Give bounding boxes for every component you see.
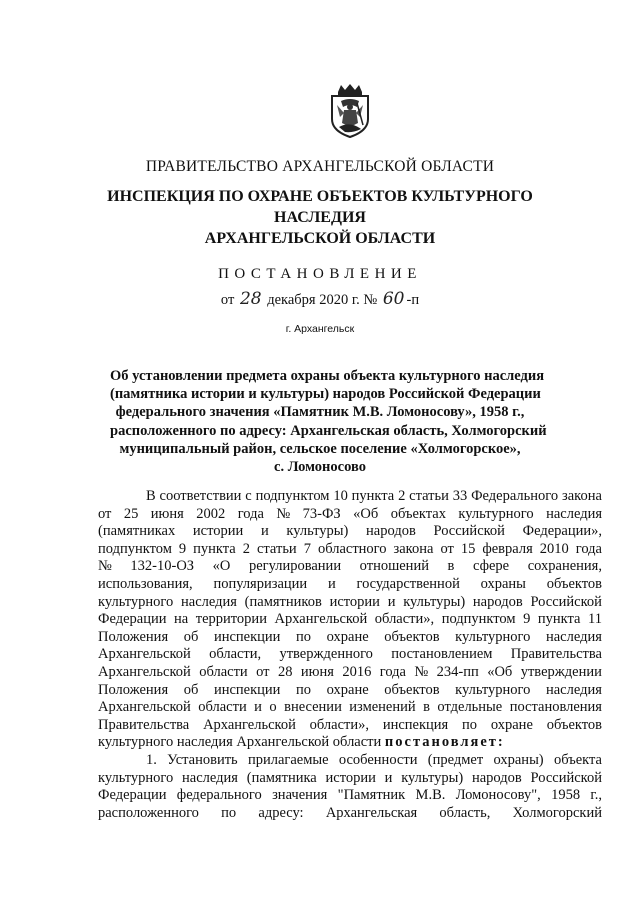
body-line: Архангельской области, утвержденного постановлением Правительства xyxy=(98,646,602,663)
body-line: № 132-10-ОЗ «О регулировании отношений в сфере сохранения, xyxy=(98,558,602,575)
decree-subject xyxy=(110,367,547,476)
inspection-title xyxy=(60,186,580,249)
body-line: культурного наследия Архангельской области постановляет: xyxy=(98,734,505,751)
body-line: использования, популяризации и государственной охраны объектов xyxy=(98,575,602,592)
handwritten-number: 60 xyxy=(382,289,405,309)
subject-line: Об установлении предмета охраны объекта культурного наследия xyxy=(110,368,545,384)
city: г. Архангельск xyxy=(285,323,355,335)
body-line: Федерации федерального значения "Памятник М.В. Ломоносову", 1958 г., xyxy=(98,787,602,804)
body-line: подпунктом 9 пункта 2 статьи 7 областного закона от 15 февраля 2010 года xyxy=(98,540,602,557)
subject-line: с. Ломоносово xyxy=(274,459,366,476)
inspection-title-line: ИНСПЕКЦИЯ ПО ОХРАНЕ ОБЪЕКТОВ КУЛЬТУРНОГО НАСЛЕДИЯ xyxy=(107,188,533,226)
subject-line: муниципальный район, сельское поселение «Холмогорское», xyxy=(119,440,521,457)
document-type: ПОСТАНОВЛЕНИЕ xyxy=(218,266,422,282)
body-line: культурного наследия (памятника истории и культуры) народов Российской xyxy=(98,769,602,786)
resolves-word: постановляет: xyxy=(384,734,505,751)
date-prefix: от xyxy=(220,292,235,308)
inspection-title-line: АРХАНГЕЛЬСКОЙ ОБЛАСТИ xyxy=(204,230,436,247)
body-line: (памятниках истории и культуры) народов Российской Федерации», xyxy=(98,523,602,540)
subject-line: расположенного по адресу: Архангельская область, Холмогорский xyxy=(110,422,547,439)
date-line xyxy=(0,289,640,309)
body-line: Положения об инспекции по охране объектов культурного наследия xyxy=(98,628,602,645)
body-line: расположенного по адресу: Архангельская область, Холмогорский xyxy=(98,804,602,821)
body-line: культурного наследия (памятников истории и культуры) народов Российской xyxy=(98,593,602,610)
decree-body xyxy=(98,488,602,822)
handwritten-day: 28 xyxy=(239,289,262,309)
coat-of-arms-icon xyxy=(327,83,373,139)
government-title: ПРАВИТЕЛЬСТВО АРХАНГЕЛЬСКОЙ ОБЛАСТИ xyxy=(145,158,495,175)
body-line: от 25 июня 2002 года № 73-ФЗ «Об объектах культурного наследия xyxy=(98,505,602,522)
body-line: Правительства Архангельской области», инспекция по охране объектов xyxy=(98,716,602,733)
body-line: 1. Установить прилагаемые особенности (предмет охраны) объекта xyxy=(146,751,602,768)
subject-line: федерального значения «Памятник М.В. Ломоносову», 1958 г., xyxy=(115,404,525,421)
subject-line: (памятника истории и культуры) народов Российской Федерации xyxy=(110,386,541,403)
body-line: Архангельской области от 28 июня 2016 года № 234-пп «Об утверждении xyxy=(98,663,602,680)
body-line: Положения об инспекции по охране объектов культурного наследия xyxy=(98,681,602,698)
body-line: Архангельской области и о внесении изменений в отдельные постановления xyxy=(98,699,602,716)
date-middle: декабря 2020 г. № xyxy=(267,292,378,308)
body-line: В соответствии с подпунктом 10 пункта 2 статьи 33 Федерального закона xyxy=(146,488,602,504)
number-suffix: -п xyxy=(406,292,420,308)
body-line: Федерации на территории Архангельской области», подпунктом 9 пункта 11 xyxy=(98,611,602,628)
